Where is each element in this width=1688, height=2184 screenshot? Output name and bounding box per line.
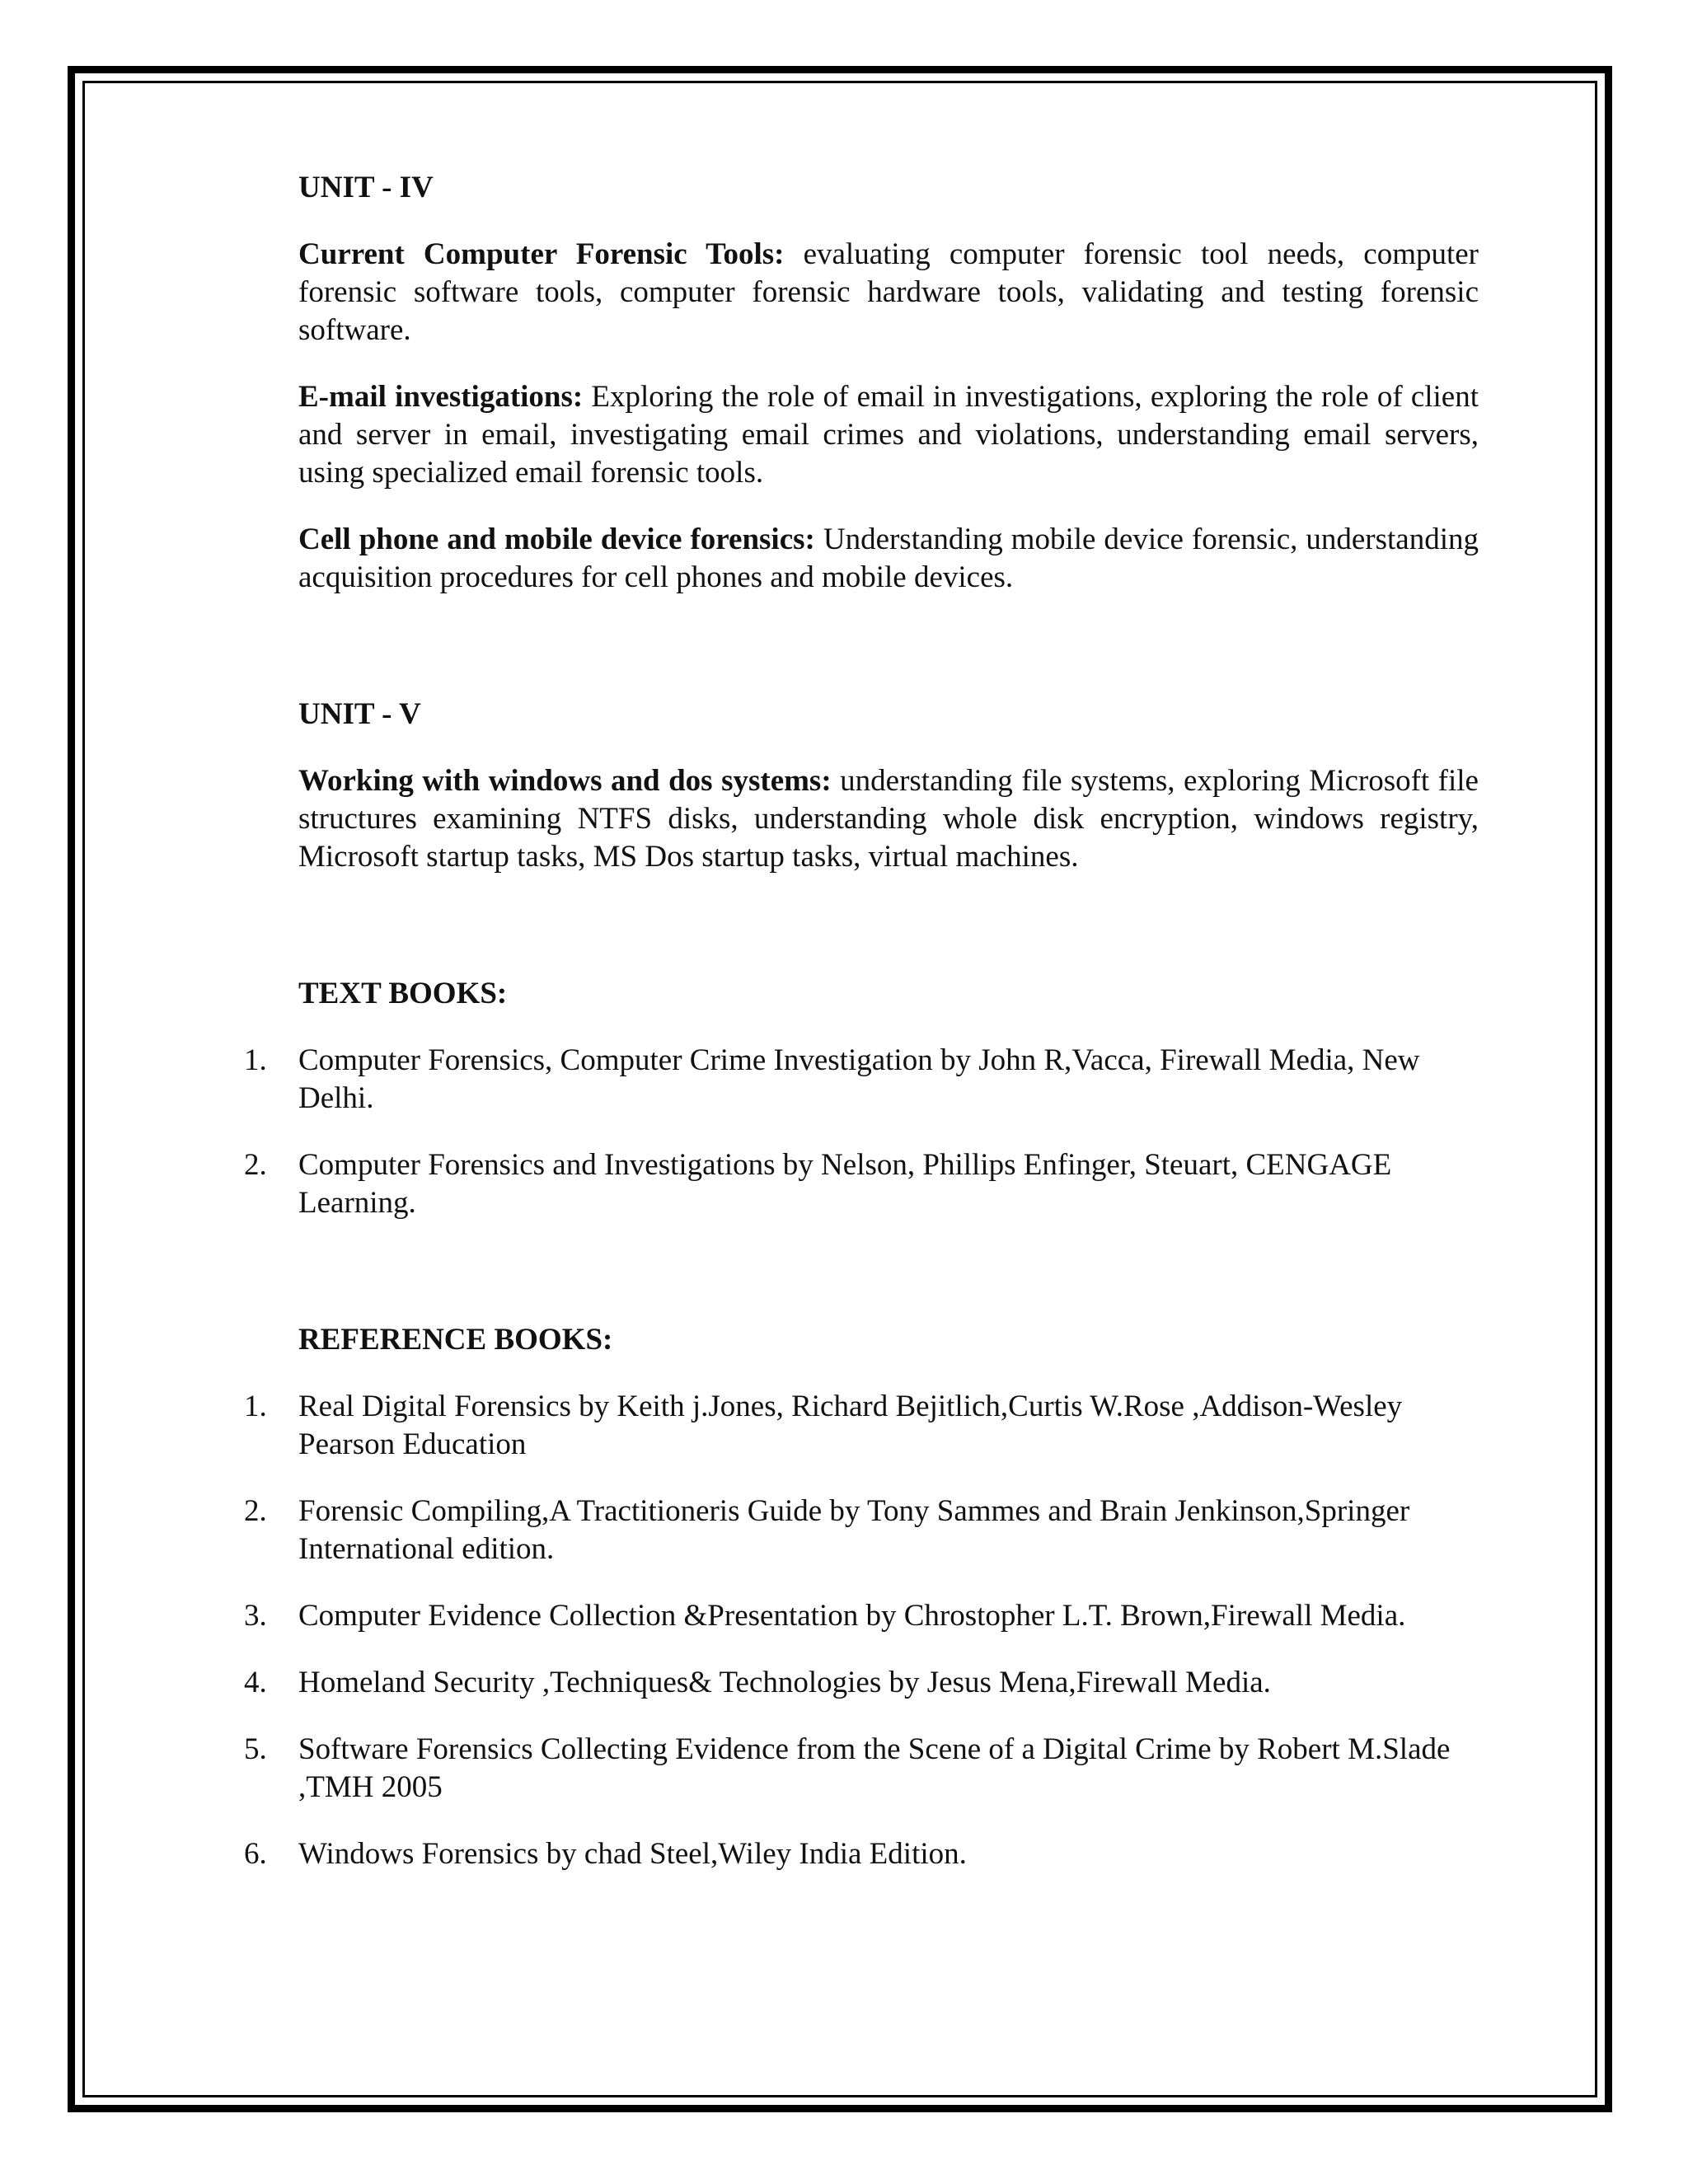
unit-5-para-windows-dos (298, 762, 1479, 876)
para-text: understanding file systems, exploring Microsoft file structures examining NTFS disks, understanding whole disk encryption, windows registry, Microsoft startup tasks, MS Dos startup tasks, virtual machines. (298, 764, 1479, 874)
document-body (244, 169, 1479, 1873)
item-number: 4. (244, 1666, 267, 1699)
item-text: Homeland Security ,Techniques& Technologies by Jesus Mena,Firewall Media. (298, 1666, 1271, 1699)
unit-4-para-forensic-tools (298, 236, 1479, 349)
item-text: Computer Forensics, Computer Crime Investigation by John R,Vacca, Firewall Media, New Delhi. (298, 1043, 1420, 1115)
unit-4-heading: UNIT - IV (298, 171, 434, 204)
item-number: 1. (244, 1043, 267, 1077)
unit-4-para-email (298, 378, 1479, 492)
text-books-heading: TEXT BOOKS: (298, 977, 508, 1010)
item-text: Forensic Compiling,A Tractitioneris Guide by Tony Sammes and Brain Jenkinson,Springer International edition. (298, 1494, 1410, 1566)
item-number: 1. (244, 1390, 267, 1423)
list-item (244, 1664, 1479, 1702)
list-item (244, 1042, 1479, 1118)
para-text: Exploring the role of email in investigations, exploring the role of client and server in email, investigating email crimes and violations, understanding email servers, using specialized email forensic tools. (298, 380, 1479, 490)
item-text: Software Forensics Collecting Evidence from the Scene of a Digital Crime by Robert M.Slade ,TMH 2005 (298, 1732, 1451, 1804)
para-title: Current Computer Forensic Tools: (298, 237, 785, 271)
item-number: 2. (244, 1494, 267, 1528)
item-text: Computer Forensics and Investigations by Nelson, Phillips Enfinger, Steuart, CENGAGE Learning. (298, 1148, 1392, 1220)
unit-5-heading: UNIT - V (298, 697, 421, 731)
item-text: Computer Evidence Collection &Presentation by Chrostopher L.T. Brown,Firewall Media. (298, 1599, 1406, 1633)
list-item (244, 1493, 1479, 1568)
para-title: E-mail investigations: (298, 380, 584, 414)
para-title: Working with windows and dos systems: (298, 764, 832, 798)
reference-books-list (244, 1388, 1479, 1873)
item-number: 2. (244, 1148, 267, 1182)
list-item (244, 1388, 1479, 1464)
text-books-list (244, 1042, 1479, 1222)
list-item (244, 1597, 1479, 1635)
reference-books-heading: REFERENCE BOOKS: (298, 1323, 613, 1357)
item-number: 6. (244, 1837, 267, 1871)
item-text: Real Digital Forensics by Keith j.Jones, Richard Bejitlich,Curtis W.Rose ,Addison-Wesley Pearson Education (298, 1390, 1403, 1461)
list-item (244, 1146, 1479, 1222)
list-item (244, 1731, 1479, 1807)
unit-4-para-cell-phone (298, 521, 1479, 597)
para-text: Understanding mobile device forensic, understanding acquisition procedures for cell phones and mobile devices. (298, 523, 1479, 594)
item-number: 3. (244, 1599, 267, 1633)
para-text: evaluating computer forensic tool needs, computer forensic software tools, computer forensic hardware tools, validating and testing forensic software. (298, 237, 1479, 347)
list-item (244, 1835, 1479, 1873)
item-text: Windows Forensics by chad Steel,Wiley India Edition. (298, 1837, 967, 1871)
item-number: 5. (244, 1732, 267, 1766)
para-title: Cell phone and mobile device forensics: (298, 523, 815, 556)
